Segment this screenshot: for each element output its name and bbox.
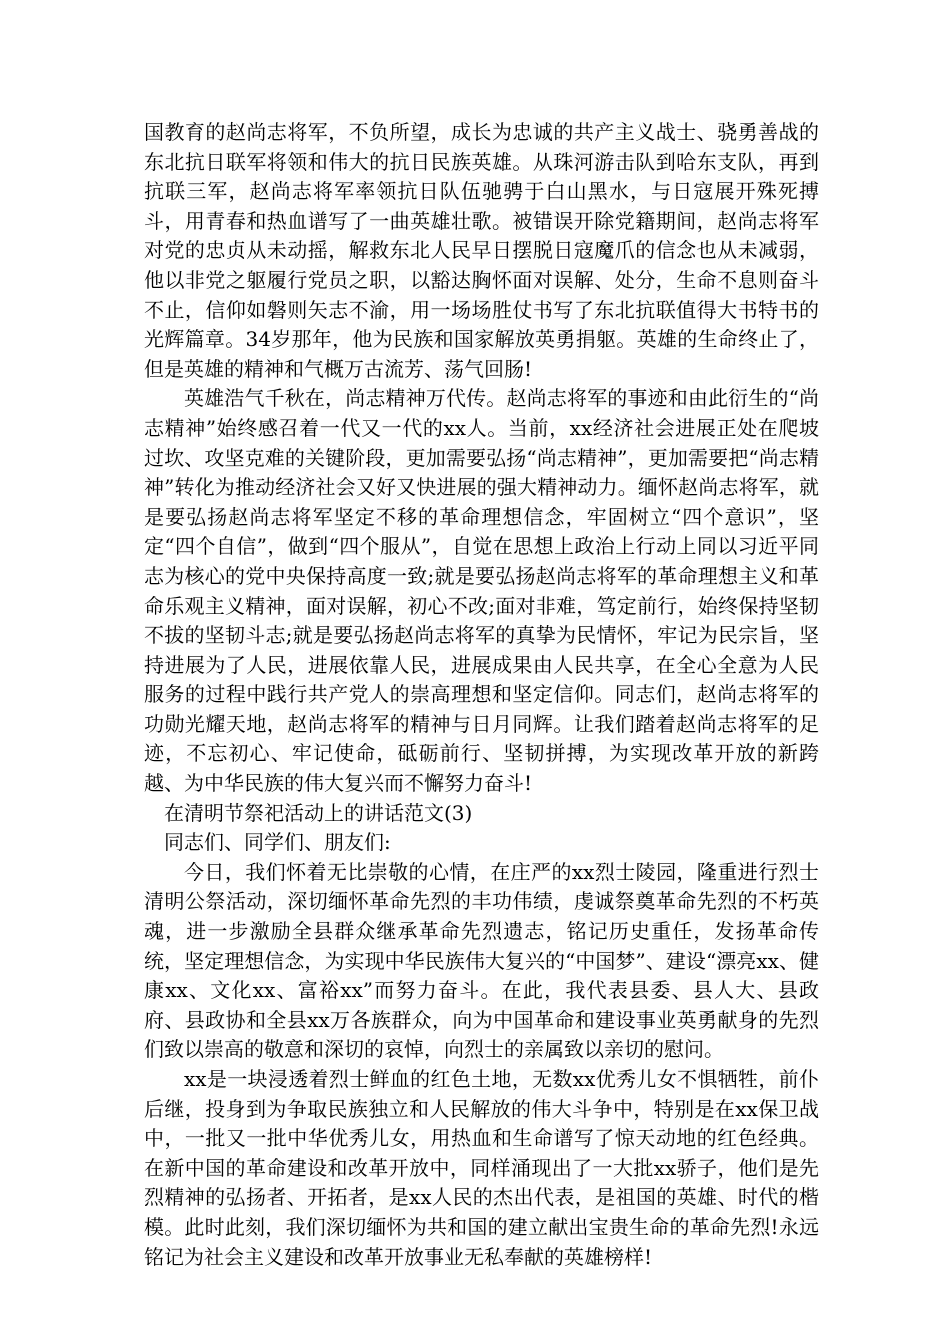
document-body [144, 118, 819, 1272]
salutation: 同志们、同学们、朋友们: [164, 830, 391, 855]
paragraph-continuation: 国教育的赵尚志将军，不负所望，成长为忠诚的共产主义战士、骁勇善战的东北抗日联军将领和伟大的抗日民族英雄。从珠河游击队到哈东支队，再到抗联三军，赵尚志将军率领抗日队伍驰骋于白山黑水，与日寇展开殊死搏斗，用青春和热血谱写了一曲英雄壮歌。被错误开除党籍期间，赵尚志将军对党的忠贞从未动摇，解救东北人民早日摆脱日寇魔爪的信念也从未减弱，他以非党之躯履行党员之职，以豁达胸怀面对误解、处分，生命不息则奋斗不止，信仰如磐则矢志不渝，用一场场胜仗书写了东北抗联值得大书特书的光辉篇章。34岁那年，他为民族和国家解放英勇捐躯。英雄的生命终止了，但是英雄的精神和气概万古流芳、荡气回肠! [144, 120, 819, 381]
paragraph-shangzhi-spirit: 英雄浩气千秋在，尚志精神万代传。赵尚志将军的事迹和由此衍生的“尚志精神”始终感召着一代又一代的xx人。当前，xx经济社会进展正处在爬坡过坎、攻坚克难的关键阶段，更加需要弘扬“尚志精神”，更加需要把“尚志精神”转化为推动经济社会又好又快进展的强大精神动力。缅怀赵尚志将军，就是要弘扬赵尚志将军坚定不移的革命理想信念，牢固树立“四个意识”，坚定“四个自信”，做到“四个服从”，自觉在思想上政治上行动上同以习近平同志为核心的党中央保持高度一致;就是要弘扬赵尚志将军的革命理想主义和革命乐观主义精神，面对误解，初心不改;面对非难，笃定前行，始终保持坚韧不拔的坚韧斗志;就是要弘扬赵尚志将军的真挚为民情怀，牢记为民宗旨，坚持进展为了人民，进展依靠人民，进展成果由人民共享，在全心全意为人民服务的过程中践行共产党人的崇高理想和坚定信仰。同志们，赵尚志将军的功勋光耀天地，赵尚志将军的精神与日月同辉。让我们踏着赵尚志将军的足迹，不忘初心、牢记使命，砥砺前行、坚韧拼搏，为实现改革开放的新跨越、为中华民族的伟大复兴而不懈努力奋斗! [144, 386, 819, 796]
paragraph-opening: 今日，我们怀着无比崇敬的心情，在庄严的xx烈士陵园，隆重进行烈士清明公祭活动，深切缅怀革命先烈的丰功伟绩，虔诚祭奠革命先烈的不朽英魂，进一步激励全县群众继承革命先烈遗志，铭记历史重任，发扬革命传统，坚定理想信念，为实现中华民族伟大复兴的“中国梦”、建设“漂亮xx、健康xx、文化xx、富裕xx”而努力奋斗。在此，我代表县委、县人大、县政府、县政协和全县xx万各族群众，向为中国革命和建设事业英勇献身的先烈们致以崇高的敬意和深切的哀悼，向烈士的亲属致以亲切的慰问。 [144, 859, 819, 1062]
section-heading: 在清明节祭祀活动上的讲话范文(3) [164, 800, 473, 825]
paragraph-red-land: xx是一块浸透着烈士鲜血的红色土地，无数xx优秀儿女不惧牺牲，前仆后继，投身到为争取民族独立和人民解放的伟大斗争中，特别是在xx保卫战中，一批又一批中华优秀儿女，用热血和生命谱写了惊天动地的红色经典。在新中国的革命建设和改革开放中，同样涌现出了一大批xx骄子，他们是先烈精神的弘扬者、开拓者，是xx人民的杰出代表，是祖国的英雄、时代的楷模。此时此刻，我们深切缅怀为共和国的建立献出宝贵生命的革命先烈!永远铭记为社会主义建设和改革开放事业无私奉献的英雄榜样! [144, 1067, 819, 1269]
